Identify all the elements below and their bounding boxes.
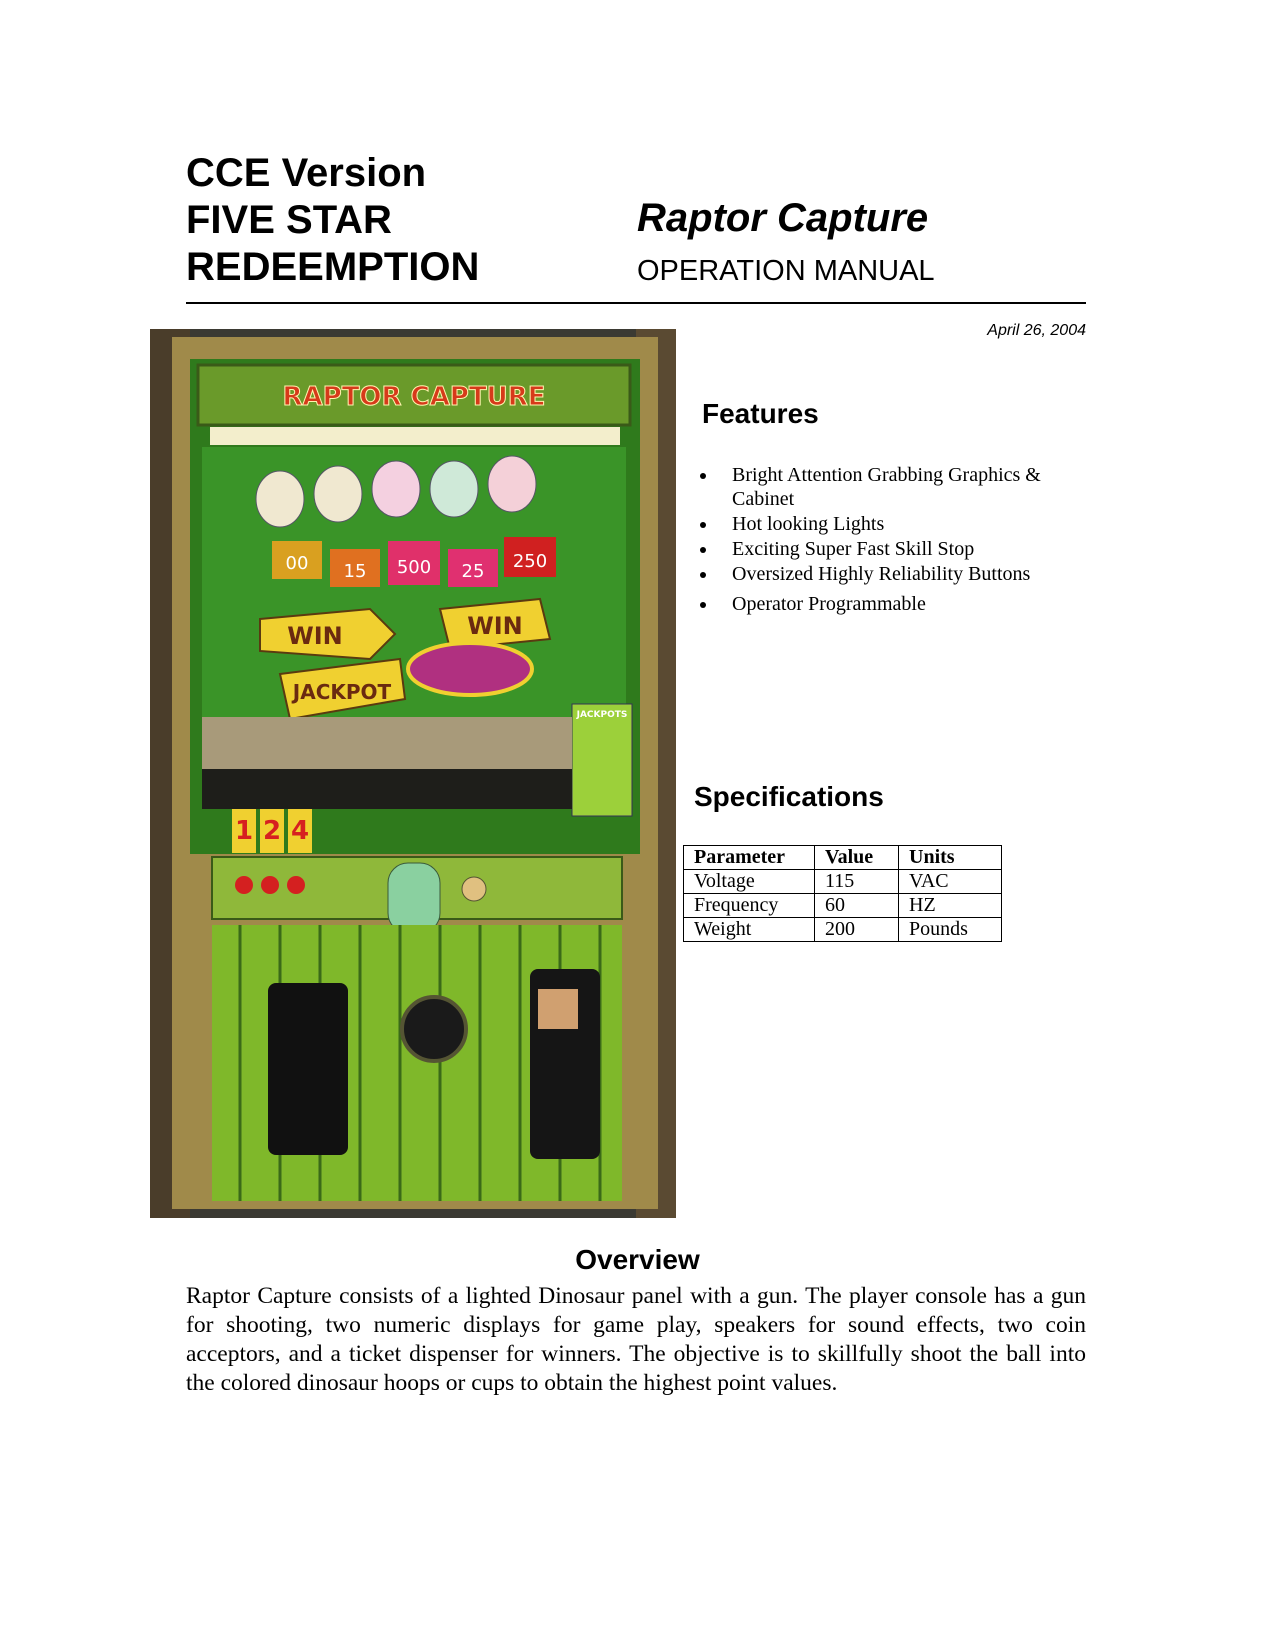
egg-2	[314, 466, 362, 522]
machine-photo	[150, 329, 676, 1218]
jackpots-panel	[572, 704, 632, 816]
counter-digits	[232, 809, 312, 853]
document-date: April 26, 2004	[987, 322, 1086, 339]
specifications-heading: Specifications	[694, 781, 884, 812]
digit-2: 2	[262, 816, 282, 846]
features-heading: Features	[702, 398, 819, 429]
jackpot-text: JACKPOT	[292, 680, 392, 704]
egg-4	[430, 461, 478, 517]
cup-5-value: 250	[512, 551, 548, 572]
header-cce-version: CCE Version	[186, 151, 427, 195]
features-list	[700, 463, 1080, 617]
cup-4-value: 25	[461, 561, 485, 582]
console-button-1	[235, 876, 253, 894]
console-button-2	[261, 876, 279, 894]
cup-1-value: 00	[285, 553, 309, 574]
cup-3-value: 500	[396, 557, 432, 578]
feature-item: Exciting Super Fast Skill Stop	[700, 537, 1080, 561]
egg-5	[488, 456, 536, 512]
service-light	[538, 989, 578, 1029]
feature-item: Hot looking Lights	[700, 512, 1080, 536]
header-redeemption: REDEEMPTION	[186, 245, 480, 289]
table-cell: 200	[815, 918, 899, 942]
header-five-star: FIVE STAR	[186, 198, 392, 242]
table-header-row	[684, 846, 1002, 870]
table-cell: HZ	[899, 894, 1002, 918]
egg-1	[256, 471, 304, 527]
coin-door	[268, 983, 348, 1155]
floor-shadow	[202, 769, 572, 809]
document-subtitle: OPERATION MANUAL	[637, 255, 935, 287]
center-target	[408, 643, 532, 695]
feature-item: Operator Programmable	[700, 592, 1080, 616]
win-right-text: WIN	[467, 612, 523, 640]
feature-item: Oversized Highly Reliability Buttons	[700, 562, 1080, 586]
win-left-text: WIN	[287, 622, 343, 650]
column-header: Parameter	[684, 846, 815, 870]
console-gun	[388, 863, 440, 933]
console-button-3	[287, 876, 305, 894]
egg-3	[372, 461, 420, 517]
overview-heading: Overview	[575, 1244, 700, 1275]
document-title: Raptor Capture	[637, 196, 929, 240]
digit-1: 1	[234, 816, 254, 846]
cup-2-value: 15	[343, 561, 367, 582]
table-cell: Frequency	[684, 894, 815, 918]
column-header: Units	[899, 846, 1002, 870]
table-cell: Weight	[684, 918, 815, 942]
table-row	[684, 894, 1002, 918]
specifications-table	[683, 845, 1002, 942]
table-cell: 115	[815, 870, 899, 894]
overview-paragraph: Raptor Capture consists of a lighted Dinosaur panel with a gun. The player console has a gun for shooting, two numeric displays for game play, speakers for sound effects, two coin acceptors, and a ticket dispenser for winners. The objective is to skillfully shoot the ball into the colored dinosaur hoops or cups to obtain the highest point values.	[186, 1283, 1086, 1396]
table-cell: 60	[815, 894, 899, 918]
digit-3: 4	[290, 816, 310, 846]
jackpots-panel-label: JACKPOTS	[576, 710, 628, 720]
marquee-text: RAPTOR CAPTURE	[282, 382, 546, 412]
table-cell: Pounds	[899, 918, 1002, 942]
column-header: Value	[815, 846, 899, 870]
table-cell: Voltage	[684, 870, 815, 894]
table-row	[684, 870, 1002, 894]
speaker	[402, 997, 466, 1061]
header-rule	[186, 302, 1086, 304]
table-row	[684, 918, 1002, 942]
table-cell: VAC	[899, 870, 1002, 894]
feature-item: Bright Attention Grabbing Graphics & Cabinet	[700, 463, 1080, 511]
marquee-light	[210, 427, 620, 445]
game-over-indicator	[462, 877, 486, 901]
